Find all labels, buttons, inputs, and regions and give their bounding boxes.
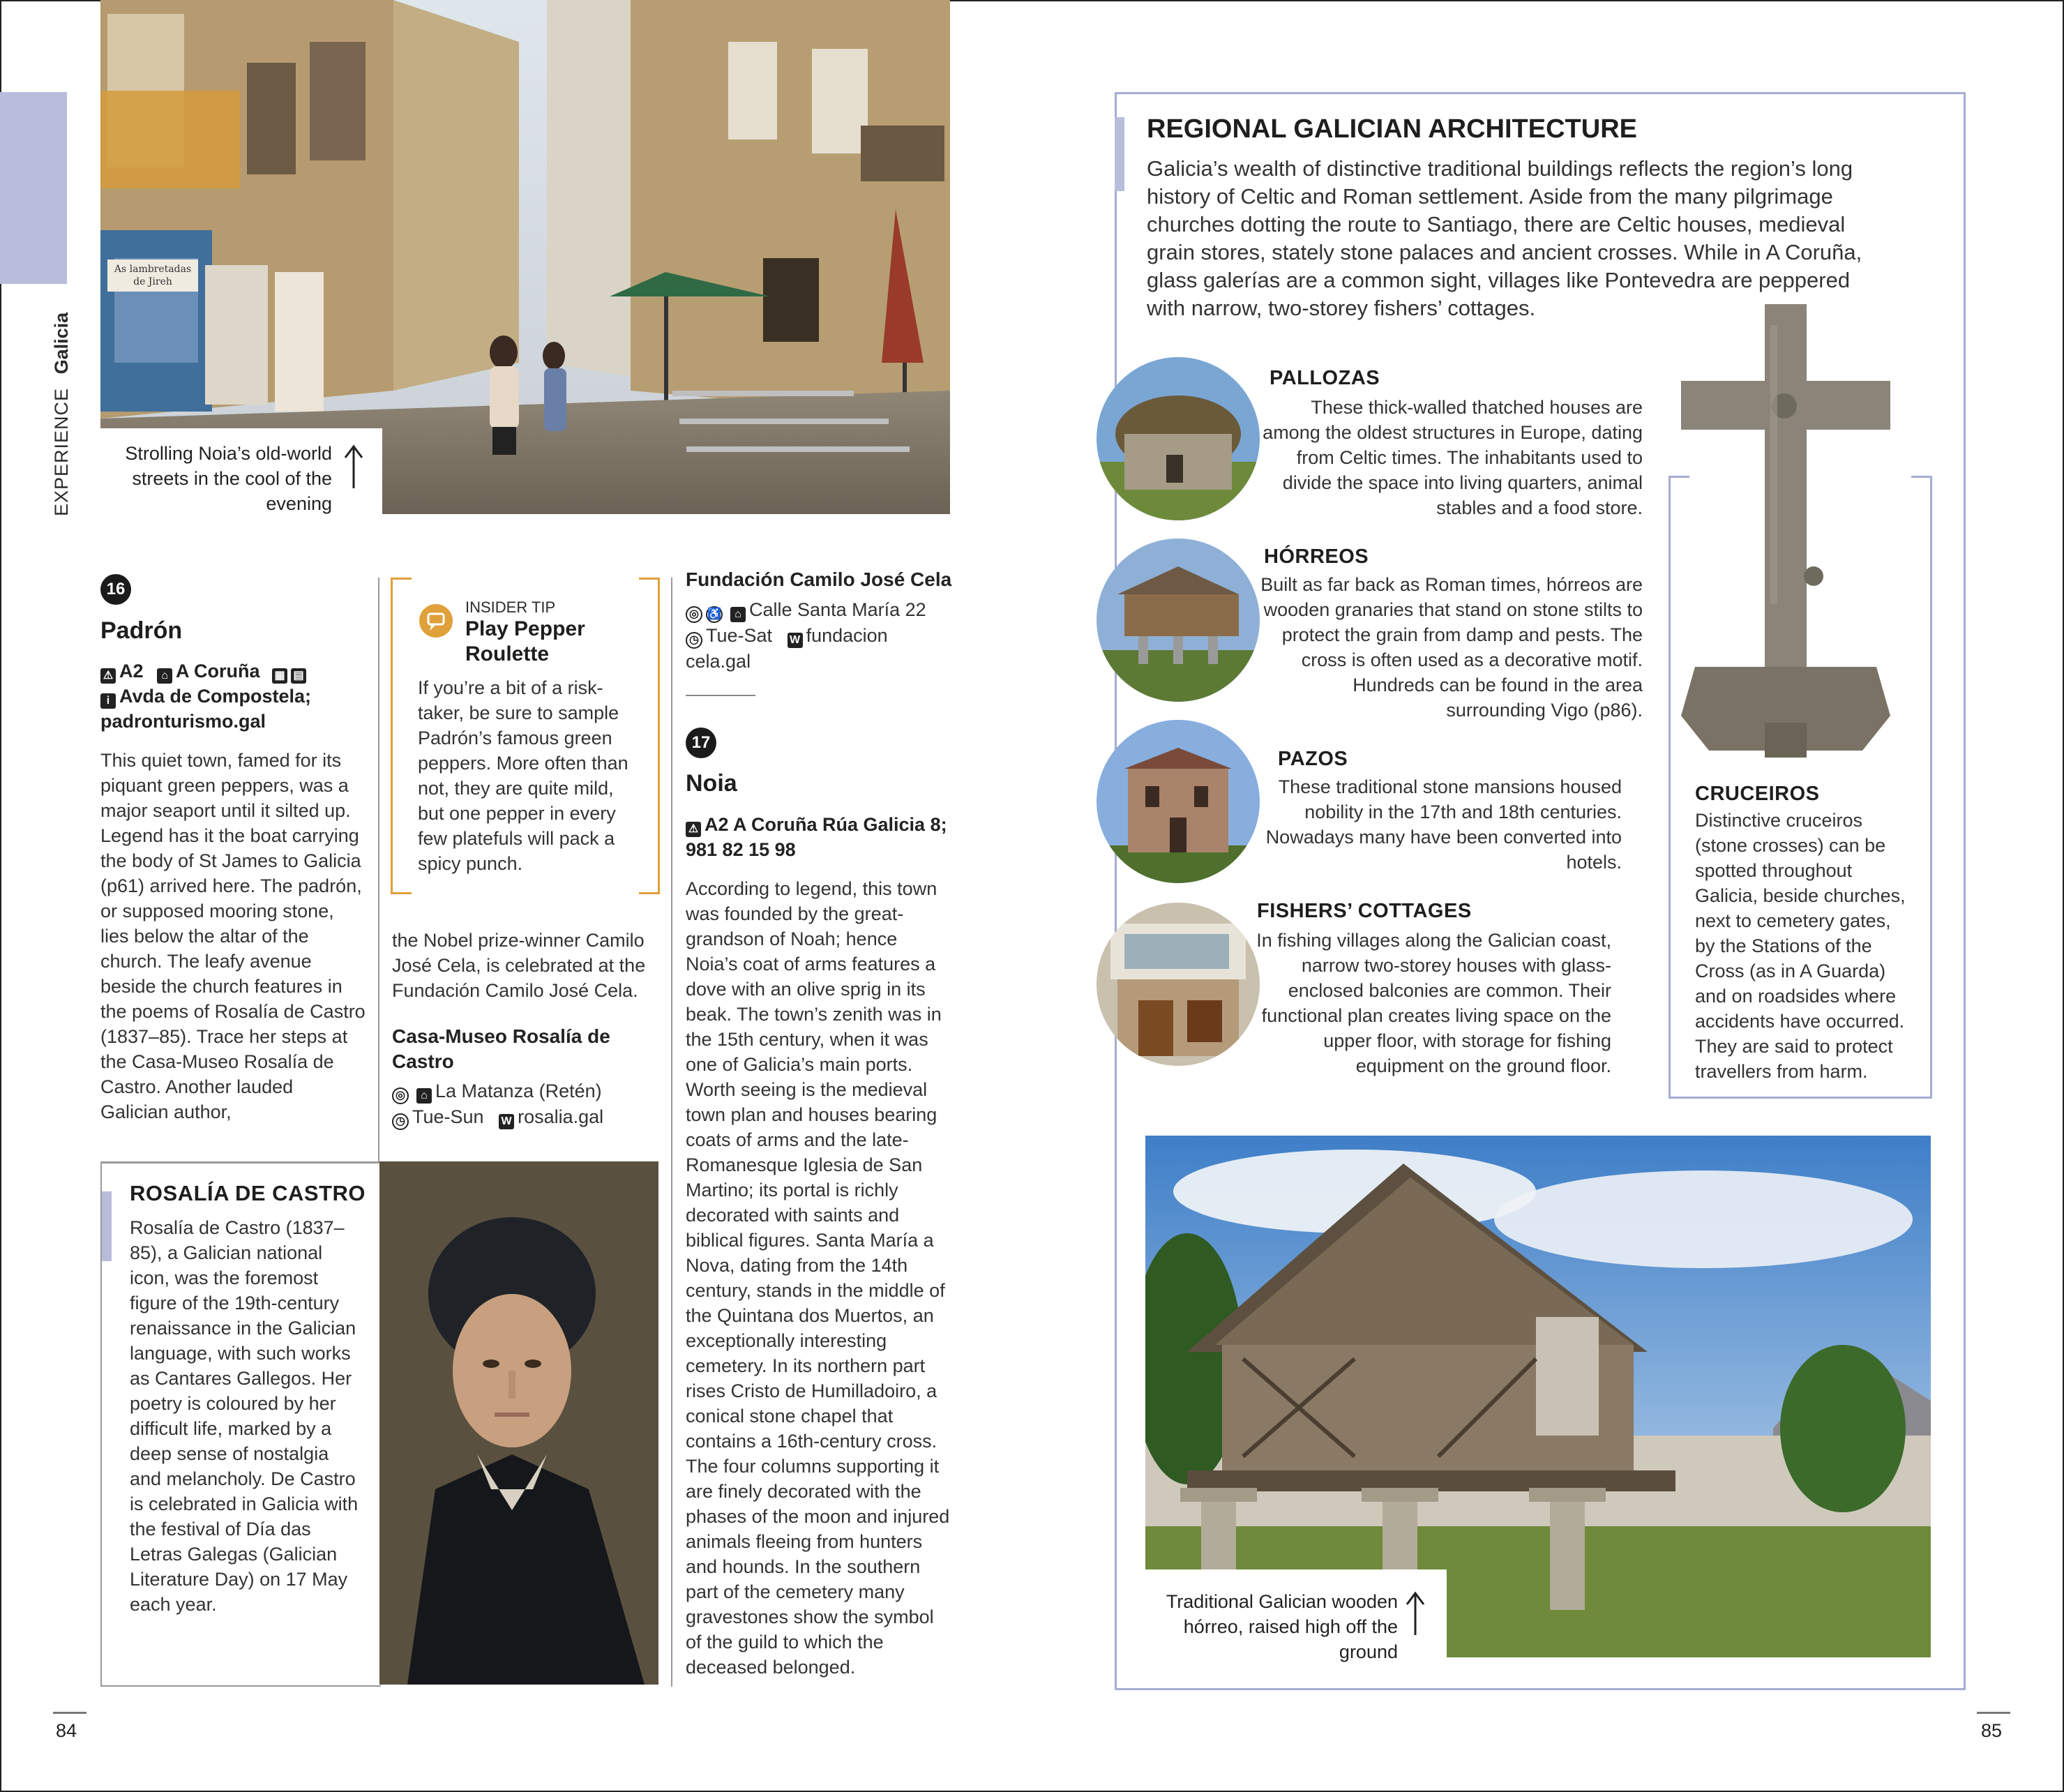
arrow-up-icon bbox=[1405, 1590, 1426, 1636]
horreos-body: Built as far back as Roman times, hórreos are wooden granaries that stand on stone stilts to protect the grain from damp and pests. The cross is often used as a decorative motif. Hundreds can be found in the area surrounding Vigo (p86). bbox=[1260, 574, 1643, 721]
portrait-image bbox=[379, 1161, 658, 1685]
padron-province: A Coruña bbox=[176, 661, 260, 682]
casa-museo-hours: Tue-Sun bbox=[412, 1106, 484, 1127]
fundacion-info bbox=[686, 597, 958, 674]
noia-info-text: A2 A Coruña Rúa Galicia 8; 981 82 15 98 bbox=[686, 814, 947, 860]
noia-info bbox=[686, 812, 951, 862]
architecture-title: REGIONAL GALICIAN ARCHITECTURE bbox=[1147, 114, 1637, 144]
pallozas-title: PALLOZAS bbox=[1270, 367, 1380, 389]
page-number-rule bbox=[1977, 1712, 2010, 1714]
house-icon: ⌂ bbox=[416, 1088, 432, 1104]
insider-tip-box bbox=[391, 578, 660, 894]
fundacion-hours: Tue-Sat bbox=[706, 625, 773, 646]
side-label bbox=[47, 293, 81, 516]
side-label-experience: EXPERIENCE bbox=[51, 387, 72, 516]
casa-museo-title: Casa-Museo Rosalía de Castro bbox=[392, 1025, 610, 1072]
rosalia-portrait bbox=[379, 1161, 658, 1685]
clock-icon: ◷ bbox=[686, 632, 702, 649]
map-icon: ⚠ bbox=[686, 822, 701, 837]
section-tab bbox=[0, 92, 67, 284]
padron-title: Padrón bbox=[100, 617, 183, 644]
pallozas-body: These thick-walled thatched houses are among the oldest structures in Europe, dating from Celtic times. The inhabitants used to divide the space into living quarters, animal stables and a food store. bbox=[1263, 397, 1643, 518]
cruceiros-title: CRUCEIROS bbox=[1695, 783, 1820, 805]
divider bbox=[686, 695, 755, 696]
photo-caption-box bbox=[100, 428, 382, 514]
shop-sign-text-1: As lambretadas bbox=[114, 264, 192, 275]
photo-caption: Strolling Noia’s old-world streets in the cool of the evening bbox=[116, 441, 332, 516]
pazos-body: These traditional stone mansions housed nobility in the 17th and 18th centuries. Nowadays many have been converted into hotels. bbox=[1265, 776, 1622, 873]
horreo-caption-box bbox=[1145, 1569, 1447, 1662]
page-number-left: 84 bbox=[56, 1720, 77, 1741]
casa-museo-web: rosalia.gal bbox=[518, 1106, 604, 1127]
padron-map-ref: A2 bbox=[119, 661, 144, 682]
casa-museo-address: La Matanza (Retén) bbox=[435, 1081, 602, 1101]
cruceiros-body: Distinctive cruceiros (stone crosses) can be spotted throughout Galicia, beside churches, next to cemetery gates, by the Stations of the Cross (as in A Guarda) and on roadsides where accidents have occurred. They are said to protect travellers from harm. bbox=[1695, 810, 1906, 1082]
insider-tip-label: INSIDER TIP bbox=[465, 598, 556, 616]
entry-number-17: 17 bbox=[686, 728, 716, 758]
rosalia-box-body: Rosalía de Castro (1837–85), a Galician national icon, was the foremost figure of the 19th-century renaissance in the Galician language, with such works as Cantares Gallegos. Her poetry is coloured by her difficult life, marked by a deep sense of nostalgia and melancholy. De Castro is celebrated in Galicia with the festival of Día das Letras Galegas (Galician Literature Day) on 17 May each year. bbox=[130, 1217, 359, 1615]
accessible-icon: ♿ bbox=[706, 606, 723, 623]
page-number-right: 85 bbox=[1981, 1720, 2003, 1741]
fundacion-address: Calle Santa María 22 bbox=[749, 599, 926, 620]
rosalia-box-title: ROSALÍA DE CASTRO bbox=[130, 1181, 366, 1205]
horreo-circle-photo bbox=[1097, 539, 1260, 702]
padron-body: This quiet town, famed for its piquant green peppers, was a major seaport until it silted up. Legend has it the boat carrying the body of St James to Galicia (p61) arrived here. The padrón, or supposed mooring stone, lies below the altar of the church. The leafy avenue beside the church features in the poems of Rosalía de Castro (1837–85). Trace her steps at the Casa-Museo Rosalía de Castro. Another lauded Galician author, bbox=[100, 750, 366, 1122]
info-icon: i bbox=[100, 693, 116, 709]
page-number-rule bbox=[53, 1712, 86, 1714]
fishers-title: FISHERS’ COTTAGES bbox=[1257, 900, 1472, 922]
entry-number-16: 16 bbox=[100, 574, 131, 605]
noia-title: Noia bbox=[686, 770, 737, 797]
web-icon: W bbox=[788, 633, 803, 648]
column-rule-1 bbox=[378, 578, 379, 1162]
web-icon: W bbox=[499, 1114, 514, 1129]
house-icon: ⌂ bbox=[157, 668, 172, 684]
noia-body: According to legend, this town was founded by the great-grandson of Noah; hence Noia’s coat of arms features a dove with an olive sprig in its beak. The town’s zenith was in the 15th century, when it was one of Galicia’s main ports. Worth seeing is the medieval town plan and houses bearing coats of arms and the late-Romanesque Iglesia de San Martino; its portal is richly decorated with saints and biblical figures. Santa María a Nova, dating from the 14th century, stands in the middle of the Quintana dos Muertos, an exceptionally interesting cemetery. In its northern part rises Cristo de Humilladoiro, a conical stone chapel that contains a 16th-century cross. The four columns supporting it are finely decorated with the phases of the moon and injured animals fleeing from hunters and hounds. In the southern part of the cemetery many gravestones show the symbol of the guild to which the deceased belonged. bbox=[686, 878, 950, 1678]
speech-bubble-icon bbox=[419, 604, 453, 638]
shop-sign-text-2: de Jireh bbox=[133, 276, 172, 287]
sightseeing-icon: ◎ bbox=[686, 606, 702, 623]
horreos-title: HÓRREOS bbox=[1264, 545, 1369, 568]
bus-icon: ▤ bbox=[291, 668, 306, 684]
casa-museo-info bbox=[392, 1078, 664, 1130]
accent-bar bbox=[1115, 117, 1124, 191]
clock-icon: ◷ bbox=[392, 1113, 409, 1130]
horreo-caption: Traditional Galician wooden hórreo, raised high off the ground bbox=[1161, 1589, 1398, 1664]
column-rule-2 bbox=[671, 578, 672, 1687]
arrow-up-icon bbox=[343, 444, 364, 490]
fundacion-title: Fundación Camilo José Cela bbox=[686, 569, 952, 590]
padron-address-web: Avda de Compostela; padronturismo.gal bbox=[100, 686, 312, 732]
fundacion-web: fundacion cela.gal bbox=[686, 625, 888, 672]
house-icon: ⌂ bbox=[730, 607, 746, 622]
architecture-intro: Galicia’s wealth of distinctive traditional buildings reflects the region’s long history of Celtic and Roman settlement. Aside from the many pilgrimage churches dotting the route to Santiago, there are Celtic houses, medieval grain stores, stately stone palaces and ancient crosses. While in A Coruña, glass galerías are a common sight, villages like Pontevedra are peppered with narrow, two-storey fishers’ cottages. bbox=[1147, 156, 1862, 320]
padron-continued: the Nobel prize-winner Camilo José Cela, is celebrated at the Fundación Camilo José Cela. bbox=[392, 930, 646, 1001]
palloza-photo bbox=[1097, 357, 1260, 520]
insider-tip-body: If you’re a bit of a risk-taker, be sure to sample Padrón’s famous green peppers. More often than not, they are quite mild, but one pepper in every few platefuls will pack a spicy punch. bbox=[418, 677, 628, 874]
pazos-title: PAZOS bbox=[1278, 748, 1348, 770]
rosalia-box bbox=[100, 1161, 381, 1687]
padron-info bbox=[100, 658, 366, 734]
accent-bar bbox=[102, 1191, 112, 1261]
map-icon: ⚠ bbox=[100, 668, 116, 684]
train-icon: ▦ bbox=[272, 668, 287, 684]
insider-tip-title: Play Pepper Roulette bbox=[465, 617, 585, 665]
side-label-region: Galicia bbox=[51, 312, 72, 375]
fishers-body: In fishing villages along the Galician coast, narrow two-storey houses with glass-enclosed balconies are common. Their functional plan creates living space on the upper floor, with storage for fishing equipment on the ground floor. bbox=[1256, 930, 1611, 1076]
pazo-photo bbox=[1097, 720, 1260, 883]
sightseeing-icon: ◎ bbox=[392, 1087, 409, 1104]
